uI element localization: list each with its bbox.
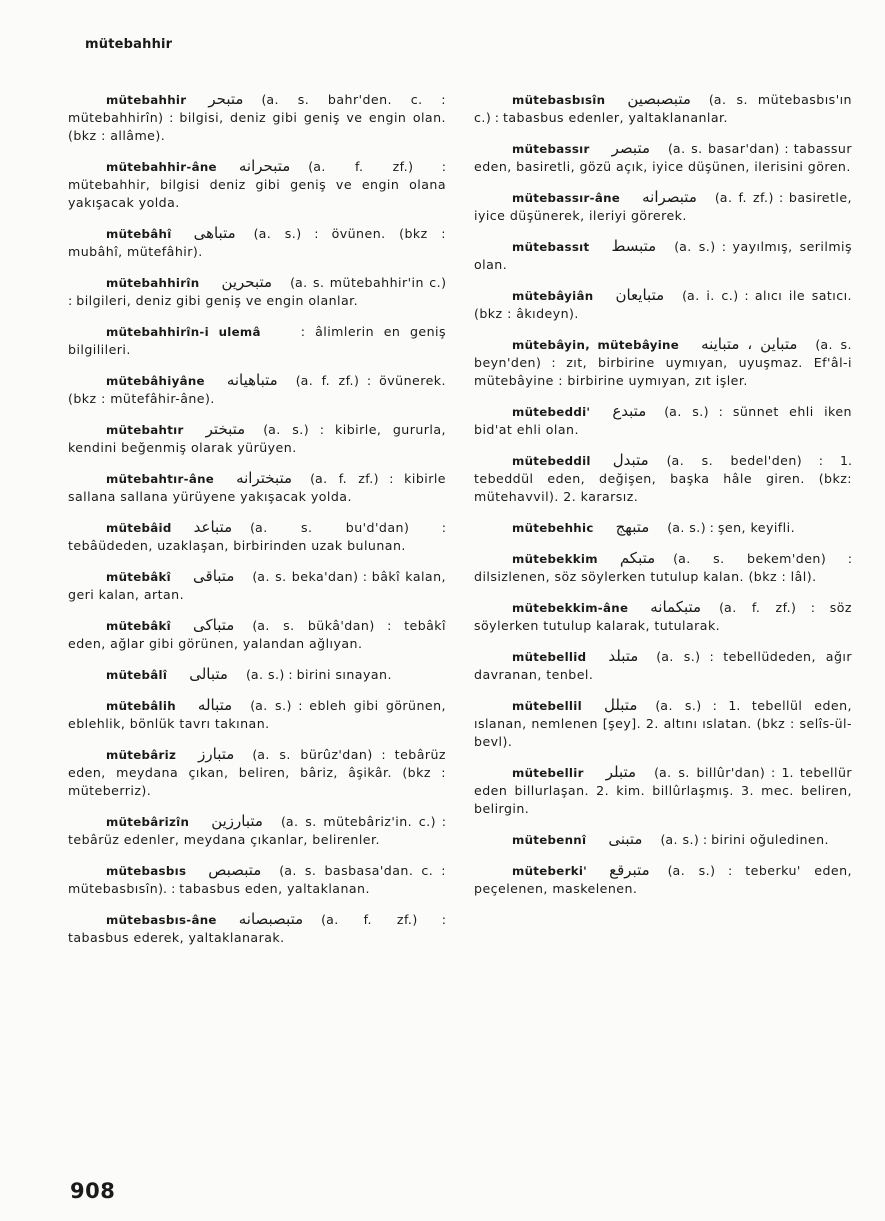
entry-definition: (a. s.) : övünen. (bkz : mubâhî, mütefâhir). [68, 226, 446, 259]
entry-headword: mütebahhirîn-i ulemâ [106, 325, 261, 339]
entry-arabic-script: متبصر [611, 139, 651, 157]
dictionary-entry [474, 402, 852, 439]
dictionary-entry [68, 518, 446, 555]
dictionary-entry [474, 647, 852, 684]
entry-definition: (a. s. basar'dan) : tabassur eden, basiretli, gözü açık, iyice düşünen, ilerisini gören. [474, 141, 852, 174]
entry-headword: mütebassır-âne [512, 191, 621, 205]
entry-headword: mütebâyin, mütebâyine [512, 338, 680, 352]
entry-arabic-script: متبلل [603, 696, 638, 714]
entry-definition: : âlimlerin en geniş bilgilileri. [68, 324, 446, 357]
entry-headword: mütebâkî [106, 570, 172, 584]
entry-headword: mütebekkim-âne [512, 601, 629, 615]
entry-arabic-script: متبارزين [211, 812, 263, 830]
dictionary-entry [68, 273, 446, 310]
entry-arabic-script: متبصرانه [642, 188, 697, 206]
entry-arabic-script: متبسط [611, 237, 657, 255]
page-number: 908 [70, 1179, 116, 1203]
entry-headword: mütebasbısîn [512, 93, 606, 107]
dictionary-entry [68, 910, 446, 947]
entry-definition: (a. s. bahr'den. c. : mütebahhirîn) : bilgisi, deniz gibi geniş ve engin olan. (bkz : allâme). [68, 92, 446, 143]
entry-headword: mütebâhî [106, 227, 172, 241]
entry-definition: (a. s. bedel'den) : 1. tebeddül eden, değişen, başka hâle giren. (bkz: mütehavvil). 2. kararsız. [474, 453, 852, 504]
entry-headword: mütebennî [512, 833, 587, 847]
dictionary-entry [68, 224, 446, 261]
entry-headword: mütebellir [512, 766, 584, 780]
entry-arabic-script: متبلد [608, 647, 639, 665]
entry-headword: mütebeddil [512, 454, 591, 468]
entry-headword: mütebâriz [106, 748, 177, 762]
entry-definition: (a. s. basbasa'dan. c. : mütebasbısîn). : tabasbus eden, yaltaklanan. [68, 863, 446, 896]
entry-headword: mütebasbıs-âne [106, 913, 217, 927]
dictionary-entry [474, 286, 852, 323]
entry-arabic-script: متبختر [205, 420, 246, 438]
entry-definition: (a. i. c.) : alıcı ile satıcı. (bkz : âkıdeyn). [474, 288, 852, 321]
entry-definition: (a. s. bu'd'dan) : tebâüdeden, uzaklaşan, birbirinden uzak bulunan. [68, 520, 446, 553]
entry-definition: (a. s.) : birini oğuledinen. [660, 832, 829, 847]
entry-headword: mütebasbıs [106, 864, 187, 878]
entry-arabic-script: متبايعان [615, 286, 665, 304]
entry-arabic-script: متبحرين [221, 273, 273, 291]
entry-definition: (a. s.) : şen, keyifli. [667, 520, 796, 535]
dictionary-entry [68, 861, 446, 898]
entry-definition: (a. f. zf.) : kibirle sallana sallana yürüyene yakışacak yolda. [68, 471, 446, 504]
entry-headword: mütebekkim [512, 552, 598, 566]
entry-definition: (a. s. bürûz'dan) : tebârüz eden, meydana çıkan, beliren, bâriz, âşikâr. (bkz : müteberriz). [68, 747, 446, 798]
entry-definition: (a. s.) : ebleh gibi görünen, eblehlik, bönlük tavrı takınan. [68, 698, 446, 731]
entry-arabic-script: متباهيانه [226, 371, 278, 389]
entry-arabic-script: متبدل [612, 451, 649, 469]
entry-headword: mütebahtır [106, 423, 184, 437]
dictionary-entry [68, 745, 446, 800]
dictionary-entry [68, 696, 446, 733]
entry-headword: mütebahhirîn [106, 276, 200, 290]
entry-definition: (a. s.) : 1. tebellül eden, ıslanan, nemlenen [şey]. 2. altını ıslatan. (bkz : selîs-ül-bevl). [474, 698, 852, 749]
dictionary-entry [68, 567, 446, 604]
dictionary-entry [474, 549, 852, 586]
entry-arabic-script: متبحرانه [238, 157, 291, 175]
entry-headword: mütebârizîn [106, 815, 190, 829]
entry-definition: (a. s. beka'dan) : bâkî kalan, geri kalan, artan. [68, 569, 446, 602]
entry-headword: mütebâkî [106, 619, 172, 633]
entry-headword: mütebehhic [512, 521, 594, 535]
entry-arabic-script: متبصبصين [627, 90, 691, 108]
entry-definition: (a. s.) : birini sınayan. [245, 667, 392, 682]
entry-arabic-script: متبارز [198, 745, 235, 763]
entry-headword: müteberki' [512, 864, 588, 878]
entry-arabic-script: متباعد [193, 518, 233, 536]
entry-arabic-script: متباين ، متباينه [701, 335, 798, 353]
entry-arabic-script: متبكم [619, 549, 656, 567]
entry-arabic-script: متبحر [208, 90, 244, 108]
entry-arabic-script: متبصبص [208, 861, 262, 879]
dictionary-entry [68, 616, 446, 653]
entry-definition: (a. s.) : tebellüdeden, ağır davranan, tenbel. [474, 649, 852, 682]
right-column [474, 90, 852, 910]
dictionary-entry [474, 237, 852, 274]
dictionary-entry [474, 696, 852, 751]
entry-headword: mütebâlih [106, 699, 176, 713]
dictionary-entry [474, 451, 852, 506]
dictionary-entry [474, 335, 852, 390]
entry-headword: mütebahtır-âne [106, 472, 215, 486]
entry-definition: (a. f. zf.) : mütebahhir, bilgisi deniz gibi geniş ve engin olana yakışacak yolda. [68, 159, 446, 210]
entry-arabic-script: متبهج [615, 518, 650, 536]
entry-headword: mütebâlî [106, 668, 168, 682]
entry-headword: mütebellid [512, 650, 587, 664]
entry-definition: (a. s.) : sünnet ehli iken bid'at ehli olan. [474, 404, 852, 437]
entry-headword: mütebellil [512, 699, 582, 713]
entry-arabic-script: متباله [197, 696, 233, 714]
entry-headword: mütebassıt [512, 240, 590, 254]
entry-arabic-script: متبالى [189, 665, 228, 683]
entry-arabic-script: متبرقع [609, 861, 650, 879]
entry-arabic-script: متباقى [193, 567, 235, 585]
entry-definition: (a. f. zf.) : tabasbus ederek, yaltaklanarak. [68, 912, 446, 945]
entry-headword: mütebâhiyâne [106, 374, 205, 388]
dictionary-entry [474, 598, 852, 635]
entry-headword: mütebâid [106, 521, 172, 535]
left-column [68, 90, 446, 959]
entry-headword: mütebeddi' [512, 405, 591, 419]
dictionary-entry [68, 90, 446, 145]
dictionary-entry [474, 763, 852, 818]
dictionary-entry [68, 665, 446, 684]
entry-definition: (a. f. zf.) : basiretle, iyice düşünerek, ileriyi görerek. [474, 190, 852, 223]
entry-definition: (a. s.) : kibirle, gururla, kendini beğenmiş olarak yürüyen. [68, 422, 446, 455]
entry-headword: mütebâyiân [512, 289, 594, 303]
dictionary-entry [474, 830, 852, 849]
running-head: mütebahhir [85, 37, 173, 52]
entry-definition: (a. s. mütebasbıs'ın c.) : tabasbus edenler, yaltaklananlar. [474, 92, 852, 125]
entry-definition: (a. s.) : teberku' eden, peçelenen, maskelenen. [474, 863, 852, 896]
entry-arabic-script: متباكى [193, 616, 235, 634]
dictionary-entry [68, 420, 446, 457]
entry-arabic-script: متبنى [608, 830, 643, 848]
entry-definition: (a. s. bekem'den) : dilsizlenen, söz söylerken tutulup kalan. (bkz : lâl). [474, 551, 852, 584]
dictionary-entry [68, 322, 446, 359]
entry-headword: mütebahhir-âne [106, 160, 217, 174]
entry-definition: (a. s.) : yayılmış, serilmiş olan. [474, 239, 852, 272]
dictionary-entry [68, 812, 446, 849]
entry-definition: (a. s. bükâ'dan) : tebâkî eden, ağlar gibi görünen, yalandan ağlıyan. [68, 618, 446, 651]
dictionary-entry [474, 188, 852, 225]
entry-arabic-script: متبدع [612, 402, 647, 420]
dictionary-entry [68, 469, 446, 506]
entry-definition: (a. f. zf.) : övünerek. (bkz : mütefâhir-âne). [68, 373, 446, 406]
entry-arabic-script: متبلر [605, 763, 637, 781]
dictionary-entry [68, 371, 446, 408]
dictionary-entry [474, 139, 852, 176]
entry-definition: (a. s. mütebâriz'in. c.) : tebârüz edenler, meydana çıkanlar, belirenler. [68, 814, 446, 847]
entry-arabic-script: متبخترانه [236, 469, 293, 487]
entry-arabic-script: متبكمانه [650, 598, 702, 616]
entry-arabic-script: متباهى [193, 224, 236, 242]
entry-definition: (a. f. zf.) : söz söylerken tutulup kalarak, tutularak. [474, 600, 852, 633]
entry-definition: (a. s. mütebahhir'in c.) : bilgileri, deniz gibi geniş ve engin olanlar. [68, 275, 446, 308]
dictionary-entry [474, 518, 852, 537]
dictionary-entry [474, 90, 852, 127]
entry-arabic-script: متبصبصانه [238, 910, 304, 928]
dictionary-entry [68, 157, 446, 212]
entry-definition: (a. s. beyn'den) : zıt, birbirine uymıyan, uyuşmaz. Ef'âl-i mütebâyine : birbirine uymıyan, zıt işler. [474, 337, 853, 388]
entry-headword: mütebassır [512, 142, 590, 156]
entry-definition: (a. s. billûr'dan) : 1. tebellür eden billurlaşan. 2. kim. billûrlaşmış. 3. mec. beliren, belirgin. [474, 765, 852, 816]
entry-headword: mütebahhir [106, 93, 187, 107]
dictionary-entry [474, 861, 852, 898]
